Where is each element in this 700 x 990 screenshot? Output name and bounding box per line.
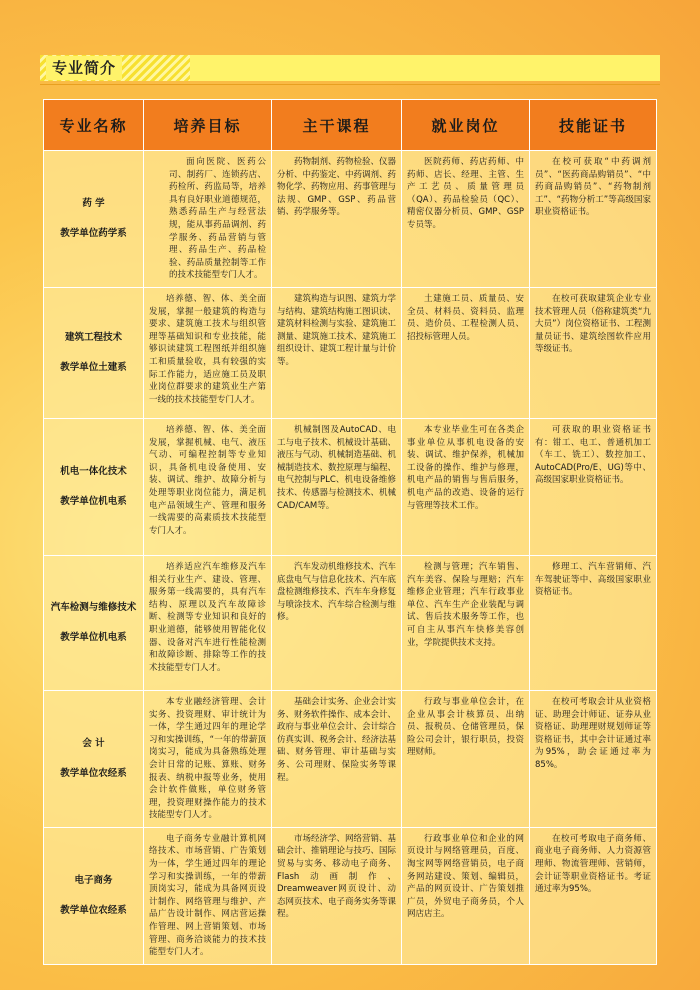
program-name-cell — [44, 690, 144, 827]
header-training-goal: 培养目标 — [144, 100, 272, 151]
goal-text: 本专业融经济管理、会计实务、投资理财、审计统计为一体，学生通过四年的理论学习和实操训练，“一年的带薪顶岗实习，能成为具备熟练处理会计日常的记账、算账、财务报表、纳税申报等业务，使用会计软件做账，单位财务管理，投资理财操作能力的技术技能型专门人才。 — [149, 696, 266, 821]
courses-text: 市场经济学、网络营销、基础会计、推销理论与技巧、国际贸易与实务、移动电子商务、Flash动画制作、Dreamweaver网页设计、动态网页技术、电子商务实务等课程。 — [277, 833, 397, 920]
table-row — [44, 287, 657, 418]
certs-cell — [530, 418, 657, 555]
certs-text: 在校可考取会计从业资格证、助理会计师证、证券从业资格证、助理理财规划师证等资格证书，其中会计证通过率为95%，助会证通过率为85%。 — [535, 696, 651, 770]
courses-cell — [272, 418, 402, 555]
goal-text: 面向医院、医药公司、制药厂、连锁药店、药检所、药监局等，培养具有良好职业道德规范，熟悉药品生产与经营法规，能从事药品调剂、药学服务、药品营销与管理、药品生产、药品检验、药品质量控制等工作的技术技能型专门人才。 — [169, 157, 266, 281]
goal-text: 电子商务专业融计算机网络技术、市场营销、广告策划为一体，学生通过四年的理论学习和实操训练，一年的带薪顶岗实习，能成为具备网页设计制作、网络管理与维护、产品广告设计制作、网店营运操作管理、网上营销策划、市场管理、商务洽谈能力的技术技能型专门人才。 — [149, 833, 266, 958]
table-row — [44, 827, 657, 964]
program-name: 电子商务 — [74, 874, 113, 886]
jobs-cell — [402, 287, 530, 418]
goal-cell — [144, 690, 272, 827]
jobs-cell — [402, 418, 530, 555]
courses-cell — [272, 555, 402, 690]
teaching-unit: 教学单位机电系 — [60, 631, 127, 643]
table-row — [44, 690, 657, 827]
header-program-name: 专业名称 — [44, 100, 144, 151]
jobs-text: 土建施工员、质量员、安全员、材料员、资料员、监理员、造价员、工程检测人员、招投标管理人员。 — [407, 293, 524, 342]
header-certificates: 技能证书 — [530, 100, 657, 151]
table-row — [44, 555, 657, 690]
goal-cell — [144, 555, 272, 690]
program-name-cell — [44, 151, 144, 288]
jobs-cell — [402, 690, 530, 827]
program-name-cell — [44, 555, 144, 690]
header-core-courses: 主干课程 — [272, 100, 402, 151]
certs-text: 修理工、汽车营销师、汽车驾驶证等中、高级国家职业资格证书。 — [535, 561, 651, 598]
certs-cell — [530, 555, 657, 690]
teaching-unit: 教学单位土建系 — [60, 361, 127, 373]
teaching-unit: 教学单位药学系 — [60, 227, 127, 239]
certs-cell — [530, 827, 657, 964]
courses-cell — [272, 827, 402, 964]
certs-text: 在校可获取“中药调剂员”、“医药商品购销员”、“中药商品购销员”、“药物制剂工”、“药物分析工”等高级国家职业资格证书。 — [535, 157, 651, 218]
program-name: 汽车检测与维修技术 — [50, 601, 137, 613]
courses-cell — [272, 151, 402, 288]
program-name: 建筑工程技术 — [64, 331, 122, 343]
jobs-text: 行政与事业单位会计，在企业从事会计核算员、出纳员、报税员、仓储管理员，保险公司会计，银行职员，投资理财师。 — [407, 696, 524, 758]
courses-cell — [272, 690, 402, 827]
jobs-cell — [402, 555, 530, 690]
table-row — [44, 418, 657, 555]
program-name: 机电一体化技术 — [60, 465, 127, 477]
program-name-cell — [44, 827, 144, 964]
goal-cell — [144, 418, 272, 555]
certs-cell — [530, 151, 657, 288]
jobs-text: 检测与管理；汽车销售、汽车美容、保险与理赔；汽车维修企业管理；汽车行政事业单位、汽车生产企业装配与调试、售后技术服务等工作，也可自主从事汽车快修美容创业，学院提供技术支持。 — [407, 561, 524, 648]
certs-text: 可获取的职业资格证书有：钳工、电工、普通机加工（车工、铣工）、数控加工、AutoCAD(Pro/E、UG)等中、高级国家职业资格证书。 — [535, 424, 651, 486]
header-divider — [40, 84, 660, 85]
jobs-cell — [402, 827, 530, 964]
courses-text: 建筑构造与识图、建筑力学与结构、建筑结构施工图识读、建筑材料检测与实验、建筑施工测量、建筑施工技术、建筑施工组织设计、建筑工程计量与计价等。 — [277, 293, 397, 367]
table-row — [44, 151, 657, 288]
program-name-cell — [44, 287, 144, 418]
program-name-cell — [44, 418, 144, 555]
section-title: 专业简介 — [46, 56, 122, 80]
goal-cell — [144, 151, 272, 288]
courses-cell — [272, 287, 402, 418]
jobs-text: 本专业毕业生可在各类企事业单位从事机电设备的安装、调试、维护保养，机械加工设备的操作、维护与修理，机电产品的销售与售后服务，机电产品的改造、设备的运行与管理等技术工作。 — [407, 424, 524, 511]
jobs-text: 医院药师、药店药师、中药师、店长、经理、主管、生产工艺员、质量管理员（QA）、药品检验员（QC）、精密仪器分析员、GMP、GSP专员等。 — [407, 157, 524, 230]
header-employment: 就业岗位 — [402, 100, 530, 151]
goal-cell — [144, 287, 272, 418]
goal-text: 培养德、智、体、美全面发展，掌握机械、电气、液压气动、可编程控制等专业知识，具备机电设备使用、安装、调试、维护、故障分析与处理等职业岗位能力，满足机电产品领域生产、管理和服务一线需要的高素质技术技能型专门人才。 — [149, 424, 266, 536]
teaching-unit: 教学单位农经系 — [60, 767, 127, 779]
jobs-cell — [402, 151, 530, 288]
goal-cell — [144, 827, 272, 964]
certs-cell — [530, 690, 657, 827]
certs-text: 在校可考取电子商务师、商业电子商务师、人力资源管理师、物流管理师、营销师，会计证等职业资格证书。考证通过率为95%。 — [535, 833, 651, 895]
program-name: 会 计 — [82, 737, 105, 749]
certs-text: 在校可获取建筑企业专业技术管理人员（俗称建筑类“九大员”）岗位资格证书、工程测量员证书、建筑绘图软件应用等级证书。 — [535, 293, 651, 355]
teaching-unit: 教学单位机电系 — [60, 495, 127, 507]
goal-text: 培养适应汽车维修及汽车相关行业生产、建设、管理、服务第一线需要的，具有汽车结构、原理以及汽车故障诊断、检测等专业知识和良好的职业道德，能够使用智能化仪器、设备对汽车进行性能检测和故障诊断、排除等工作的技术技能型专门人才。 — [149, 561, 266, 673]
teaching-unit: 教学单位农经系 — [60, 904, 127, 916]
courses-text: 汽车发动机维修技术、汽车底盘电气与信息化技术、汽车底盘检测维修技术、汽车车身修复与喷涂技术、汽车综合检测与维修。 — [277, 561, 397, 623]
table-header-row — [44, 100, 657, 151]
courses-text: 药物制剂、药物检验、仪器分析、中药鉴定、中药调剂、药物化学、药物应用、药事管理与法规、GMP、GSP、药品营销、药学服务等。 — [277, 157, 397, 218]
program-table — [43, 99, 657, 965]
goal-text: 培养德、智、体、美全面发展，掌握一般建筑的构造与要求、建筑施工技术与组织管理等基础知识和专业技能，能够识读建筑工程图纸并组织施工和质量验收，具有较强的实际工作能力，适应施工员及职业岗位群要求的建筑业生产第一线的技术技能型专门人才。 — [149, 293, 266, 405]
program-name: 药 学 — [82, 197, 105, 209]
courses-text: 基础会计实务、企业会计实务、财务软件操作、成本会计、政府与事业单位会计、会计综合仿真实训、税务会计、经济法基础、财务管理、审计基础与实务、公司理财、保险实务等课程。 — [277, 696, 397, 783]
courses-text: 机械制图及AutoCAD、电工与电子技术、机械设计基础、液压与气动、机械制造基础、机械制造技术、数控原理与编程、电气控制与PLC、机电设备维修技术、传感器与检测技术、机械CAD/CAM等。 — [277, 424, 397, 511]
certs-cell — [530, 287, 657, 418]
jobs-text: 行政事业单位和企业的网页设计与网络管理员，百度、淘宝网等网络营销员，电子商务网站建设、策划、编辑员，产品的网页设计、广告策划推广员，外贸电子商务员，个人网店店主。 — [407, 833, 524, 920]
